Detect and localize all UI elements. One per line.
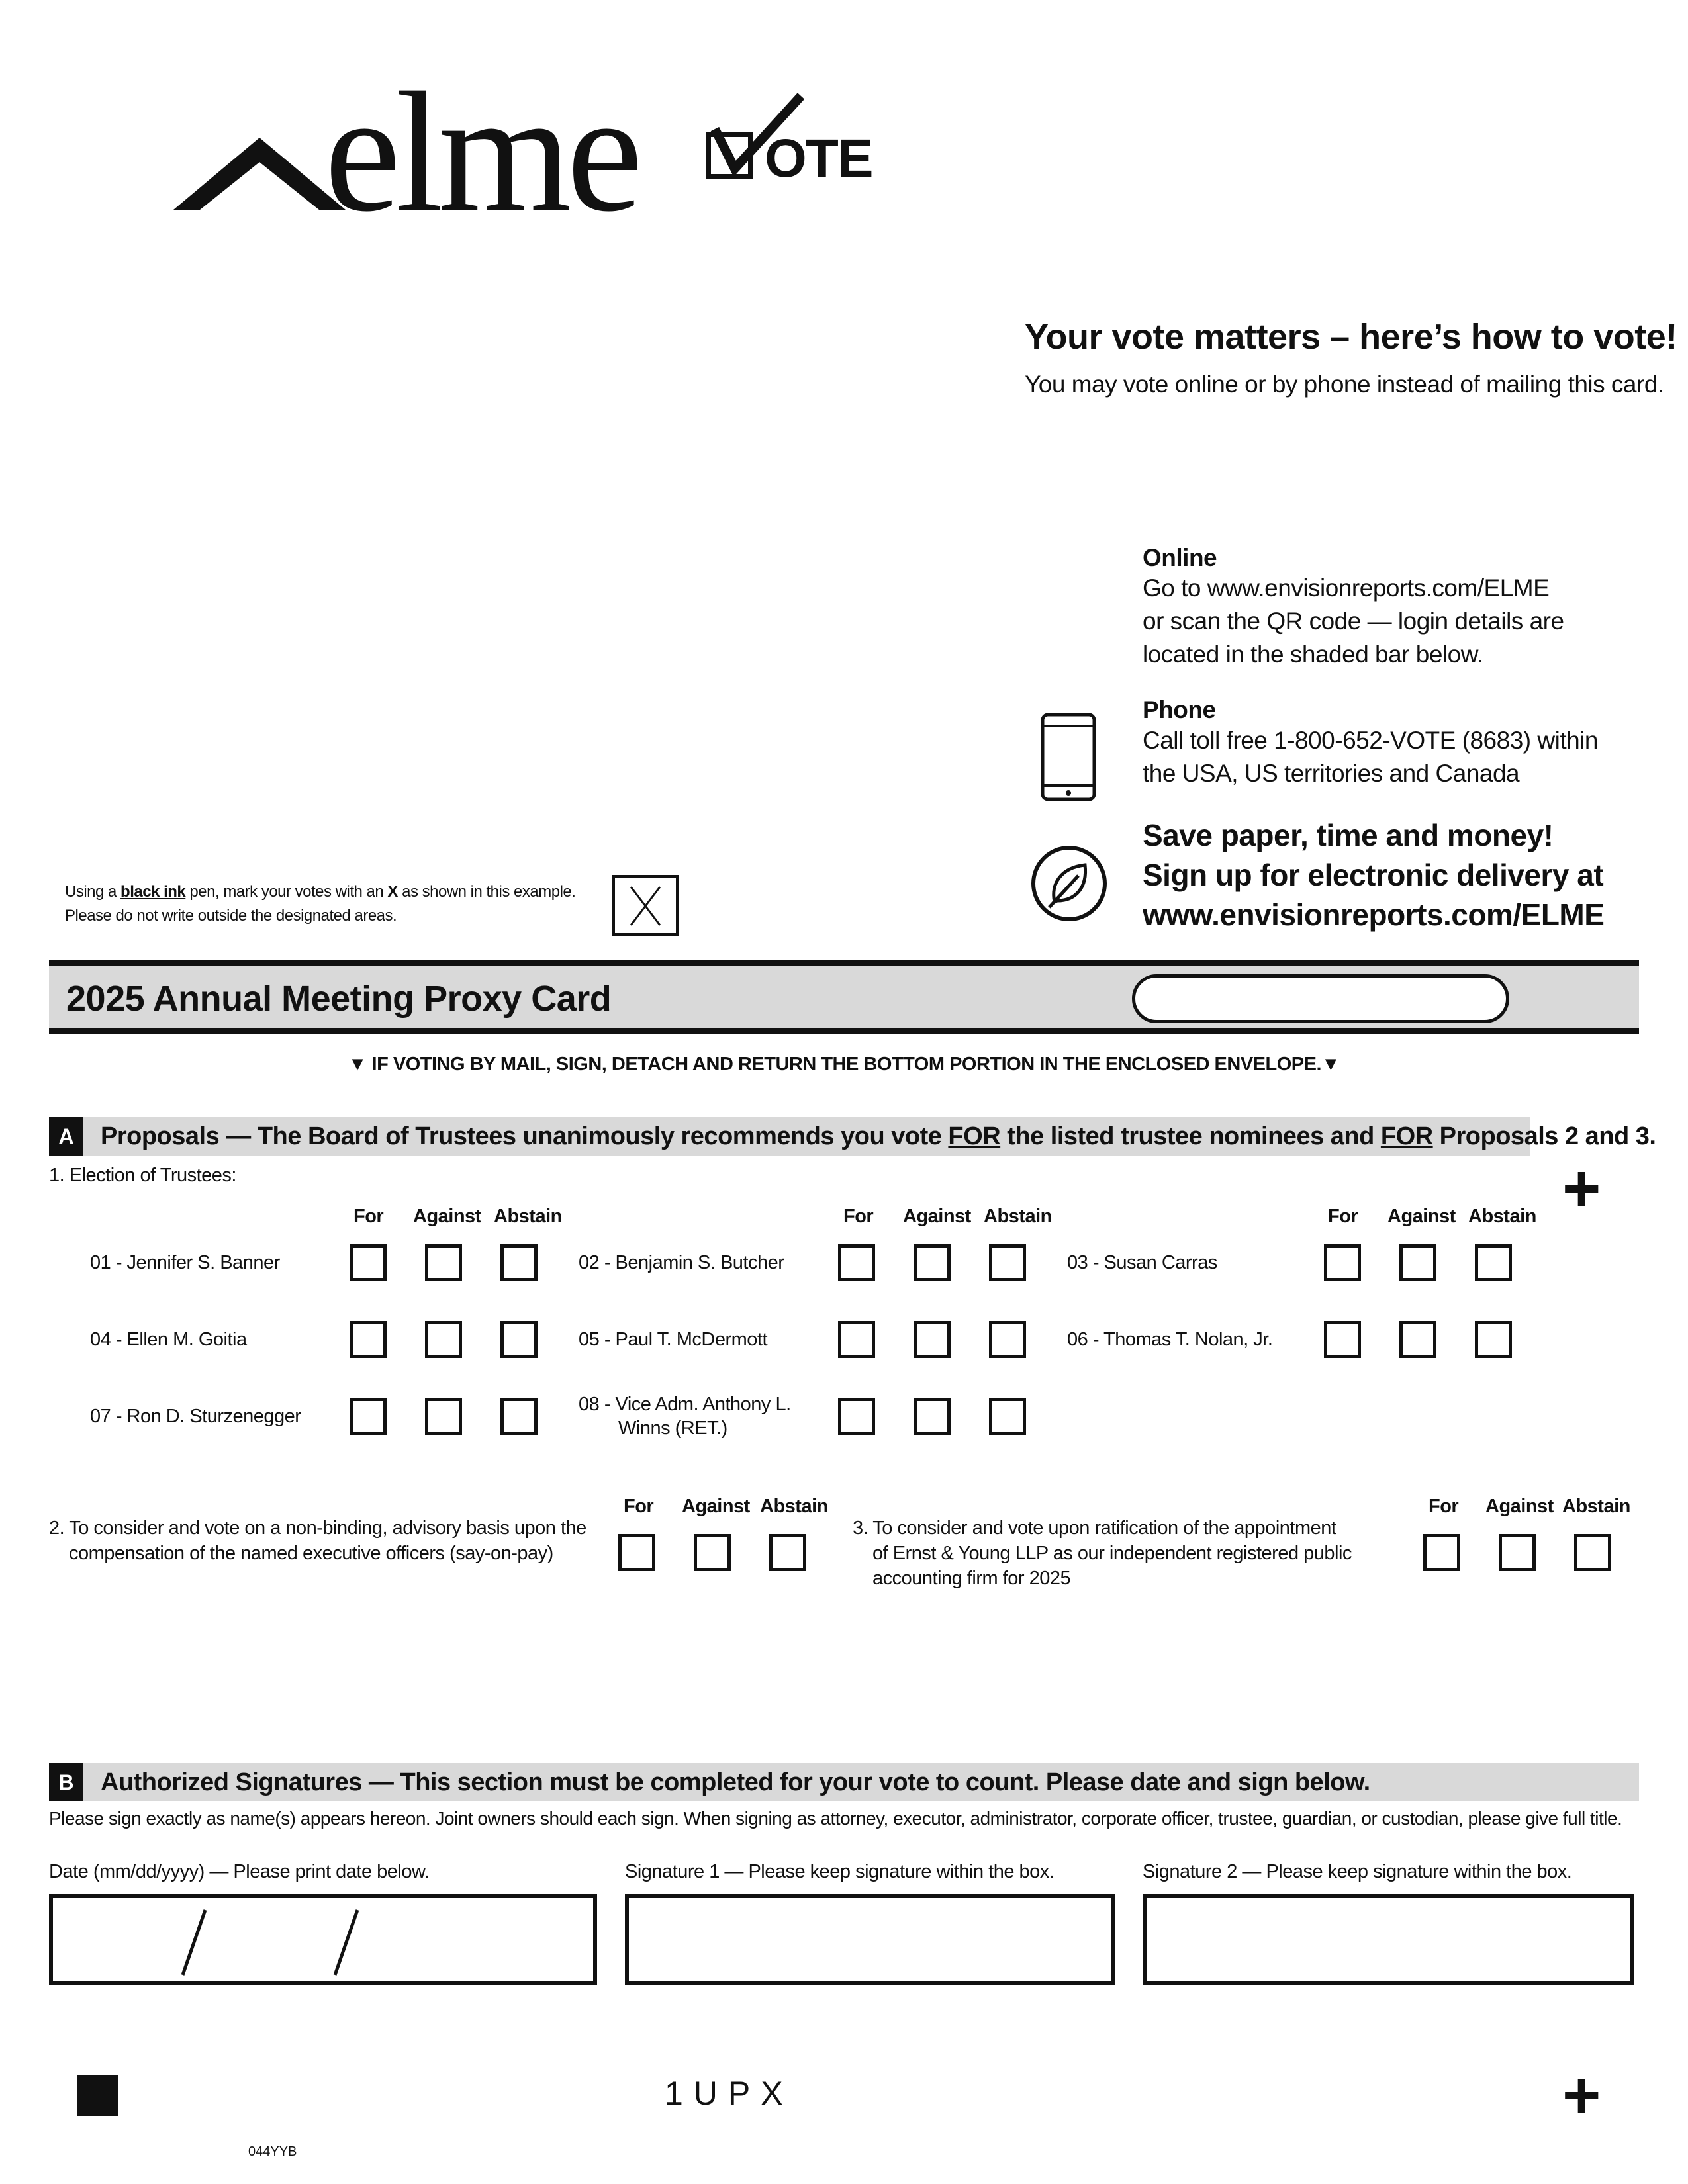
nominee-07-against-checkbox[interactable] [425, 1398, 462, 1435]
column-abstain: Abstain [760, 1496, 828, 1517]
proposal-2-line: compensation of the named executive officers (say-on-pay) [69, 1543, 553, 1564]
nominee-02-against-checkbox[interactable] [914, 1244, 951, 1281]
leaf-icon [1029, 844, 1109, 923]
registration-plus-mark: + [1562, 1152, 1601, 1226]
proposal-2-line: 2. To consider and vote on a non-binding, advisory basis upon the [49, 1518, 586, 1539]
nominee-01-for-checkbox[interactable] [350, 1244, 387, 1281]
proposal-1-label: 1. Election of Trustees: [49, 1165, 236, 1186]
nominee-04: 04 - Ellen M. Goitia [90, 1329, 247, 1350]
section-a-for: FOR [1380, 1122, 1433, 1150]
registration-plus-mark: + [1562, 2058, 1601, 2132]
footer-code: 1UPX [665, 2075, 794, 2112]
vote-checkbox-logo [702, 89, 872, 195]
nominee-02-abstain-checkbox[interactable] [989, 1244, 1026, 1281]
nominee-01-abstain-checkbox[interactable] [500, 1244, 538, 1281]
nominee-05-for-checkbox[interactable] [838, 1321, 875, 1358]
signature-2-field[interactable] [1143, 1894, 1634, 1985]
column-abstain: Abstain [1562, 1496, 1630, 1517]
proposal-2-against-checkbox[interactable] [694, 1534, 731, 1571]
nominee-07-for-checkbox[interactable] [350, 1398, 387, 1435]
column-for: For [353, 1206, 384, 1227]
online-vote-block [1143, 544, 1564, 671]
instruction-text: as shown in this example. [397, 883, 576, 901]
signature-2-label: Signature 2 — Please keep signature within the box. [1143, 1861, 1572, 1882]
proxy-card-title: 2025 Annual Meeting Proxy Card [66, 979, 612, 1019]
nominee-06-for-checkbox[interactable] [1324, 1321, 1361, 1358]
nominee-06: 06 - Thomas T. Nolan, Jr. [1067, 1329, 1273, 1350]
login-details-field [1132, 974, 1509, 1023]
proposal-3-for-checkbox[interactable] [1423, 1534, 1460, 1571]
headline: Your vote matters – here’s how to vote! [1025, 317, 1677, 357]
proposal-2-for-checkbox[interactable] [618, 1534, 655, 1571]
marking-instruction [65, 880, 575, 928]
save-line: Save paper, time and money! [1143, 818, 1554, 852]
column-for: For [1429, 1496, 1459, 1517]
section-b-letter: B [49, 1763, 83, 1801]
column-abstain: Abstain [494, 1206, 562, 1227]
nominee-03-for-checkbox[interactable] [1324, 1244, 1361, 1281]
svg-text:OTE: OTE [765, 128, 872, 189]
header-bottom-rule [49, 1028, 1639, 1034]
proposal-3-line: of Ernst & Young LLP as our independent registered public [872, 1543, 1352, 1564]
phone-line: Call toll free 1-800-652-VOTE (8683) within [1143, 727, 1598, 754]
nominee-07: 07 - Ron D. Sturzenegger [90, 1406, 301, 1427]
nominee-05-against-checkbox[interactable] [914, 1321, 951, 1358]
section-a-title-text: the listed trustee nominees and [1000, 1122, 1381, 1150]
nominee-06-abstain-checkbox[interactable] [1475, 1321, 1512, 1358]
nominee-04-against-checkbox[interactable] [425, 1321, 462, 1358]
nominee-05: 05 - Paul T. McDermott [579, 1329, 768, 1350]
nominee-01-against-checkbox[interactable] [425, 1244, 462, 1281]
section-a-title-text: Proposals 2 and 3. [1432, 1122, 1656, 1150]
nominee-08-against-checkbox[interactable] [914, 1398, 951, 1435]
instruction-text: pen, mark your votes with an [185, 883, 388, 901]
phone-title: Phone [1143, 696, 1216, 723]
phone-vote-block [1143, 696, 1598, 790]
instruction-text: Using a [65, 883, 121, 901]
column-against: Against [1485, 1496, 1554, 1517]
online-title: Online [1143, 544, 1217, 571]
nominee-04-abstain-checkbox[interactable] [500, 1321, 538, 1358]
nominee-03: 03 - Susan Carras [1067, 1252, 1217, 1273]
section-a-letter: A [49, 1117, 83, 1156]
nominee-01: 01 - Jennifer S. Banner [90, 1252, 280, 1273]
nominee-08-abstain-checkbox[interactable] [989, 1398, 1026, 1435]
section-a-title-text: Proposals — The Board of Trustees unanimously recommends you vote [101, 1122, 949, 1150]
registration-square-mark [77, 2075, 118, 2116]
nominee-03-against-checkbox[interactable] [1399, 1244, 1436, 1281]
header-top-rule [49, 960, 1639, 966]
section-a-for: FOR [948, 1122, 1001, 1150]
proposal-2-abstain-checkbox[interactable] [769, 1534, 806, 1571]
nominee-02-for-checkbox[interactable] [838, 1244, 875, 1281]
proposal-2-text [49, 1516, 586, 1566]
proposal-3-line: 3. To consider and vote upon ratification of the appointment [853, 1518, 1336, 1539]
date-field[interactable] [49, 1894, 597, 1985]
date-separators [53, 1898, 593, 1981]
signature-1-label: Signature 1 — Please keep signature within the box. [625, 1861, 1055, 1882]
elme-logo-wordmark: elme [324, 57, 638, 248]
online-line: located in the shaded bar below. [1143, 641, 1483, 668]
section-b-title: Authorized Signatures — This section must be completed for your vote to count. Please date and sign below. [101, 1768, 1370, 1796]
nominee-08 [579, 1392, 791, 1440]
column-for: For [1328, 1206, 1358, 1227]
signature-instructions: Please sign exactly as name(s) appears hereon. Joint owners should each sign. When signing as attorney, executor, administrator, corporate officer, trustee, guardian, or custodian, please give full title. [49, 1808, 1622, 1829]
save-paper-block [1143, 815, 1604, 934]
save-line: www.envisionreports.com/ELME [1143, 897, 1605, 932]
section-a-title [101, 1117, 1656, 1156]
column-against: Against [1387, 1206, 1456, 1227]
nominee-04-for-checkbox[interactable] [350, 1321, 387, 1358]
phone-icon [1039, 711, 1099, 804]
instruction-line2: Please do not write outside the designated areas. [65, 907, 397, 925]
proposal-3-line: accounting firm for 2025 [872, 1568, 1071, 1589]
example-marked-box [612, 875, 679, 936]
proposal-3-abstain-checkbox[interactable] [1574, 1534, 1611, 1571]
column-abstain: Abstain [984, 1206, 1052, 1227]
date-label: Date (mm/dd/yyyy) — Please print date below. [49, 1861, 430, 1882]
column-abstain: Abstain [1468, 1206, 1536, 1227]
column-against: Against [903, 1206, 971, 1227]
instruction-black-ink: black ink [120, 883, 186, 901]
nominee-08-line2: Winns (RET.) [618, 1418, 727, 1439]
signature-1-field[interactable] [625, 1894, 1115, 1985]
column-against: Against [413, 1206, 481, 1227]
online-line: or scan the QR code — login details are [1143, 608, 1564, 635]
save-line: Sign up for electronic delivery at [1143, 858, 1604, 892]
phone-line: the USA, US territories and Canada [1143, 760, 1520, 787]
proposal-3-against-checkbox[interactable] [1499, 1534, 1536, 1571]
nominee-05-abstain-checkbox[interactable] [989, 1321, 1026, 1358]
example-x-mark [615, 878, 676, 933]
column-for: For [843, 1206, 874, 1227]
nominee-08-line1: 08 - Vice Adm. Anthony L. [579, 1394, 791, 1415]
instruction-x: X [387, 883, 398, 901]
column-for: For [624, 1496, 654, 1517]
footer-form-code: 044YYB [248, 2144, 297, 2159]
nominee-07-abstain-checkbox[interactable] [500, 1398, 538, 1435]
detach-instruction: ▼ IF VOTING BY MAIL, SIGN, DETACH AND RETURN THE BOTTOM PORTION IN THE ENCLOSED ENVELOPE.▼ [348, 1054, 1340, 1075]
nominee-08-for-checkbox[interactable] [838, 1398, 875, 1435]
proposal-3-text [853, 1516, 1352, 1591]
nominee-02: 02 - Benjamin S. Butcher [579, 1252, 784, 1273]
nominee-03-abstain-checkbox[interactable] [1475, 1244, 1512, 1281]
nominee-06-against-checkbox[interactable] [1399, 1321, 1436, 1358]
column-against: Against [682, 1496, 750, 1517]
subhead: You may vote online or by phone instead of mailing this card. [1025, 371, 1664, 398]
online-line: Go to www.envisionreports.com/ELME [1143, 574, 1550, 602]
